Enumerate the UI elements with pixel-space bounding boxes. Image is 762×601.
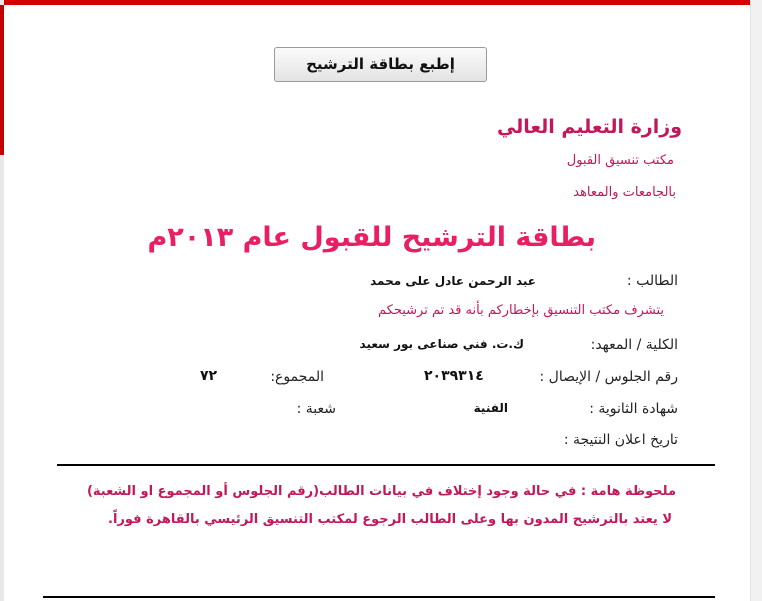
seat-number-value: ٢٠٣٩٣١٤ (424, 368, 484, 384)
left-red-accent (0, 5, 4, 155)
branch-label: شعبة : (296, 401, 336, 417)
certificate-label: شهادة الثانوية : (589, 401, 678, 417)
ministry-title: وزارة التعليم العالي (496, 116, 682, 138)
total-value: ٧٢ (200, 368, 218, 384)
top-red-bar (0, 0, 762, 5)
total-label: المجموع: (270, 369, 324, 385)
seat-number-label: رقم الجلوس / الإيصال : (539, 369, 678, 385)
divider-top (57, 464, 715, 466)
result-date-label: تاريخ اعلان النتيجة : (563, 432, 678, 448)
nomination-notice: يتشرف مكتب التنسيق بإخطاركم بأنه قد تم ترشيحكم (378, 303, 664, 318)
faculty-label: الكلية / المعهد: (590, 337, 678, 353)
print-card-button[interactable]: إطبع بطاقة الترشيح (274, 47, 487, 82)
certificate-value: الفنية (473, 401, 508, 415)
student-name: عبد الرحمن عادل على محمد (370, 274, 536, 288)
student-label: الطالب : (626, 273, 678, 289)
office-line-1: مكتب تنسيق القبول (566, 153, 674, 168)
divider-bottom (43, 596, 715, 598)
right-scroll-edge (750, 0, 762, 601)
important-note-line-2: لا يعتد بالترشيح المدون بها وعلى الطالب الرجوع لمكتب التنسيق الرئيسي بالقاهرة فوراً. (108, 512, 672, 527)
faculty-value: ك.ت. فني صناعى بور سعيد (359, 337, 524, 351)
important-note-line-1: ملحوظة هامة : في حالة وجود إختلاف في بيانات الطالب(رقم الجلوس أو المجموع او الشعبة) (86, 484, 676, 499)
card-title: بطاقة الترشيح للقبول عام ٢٠١٣م (147, 222, 596, 253)
office-line-2: بالجامعات والمعاهد (573, 185, 676, 200)
